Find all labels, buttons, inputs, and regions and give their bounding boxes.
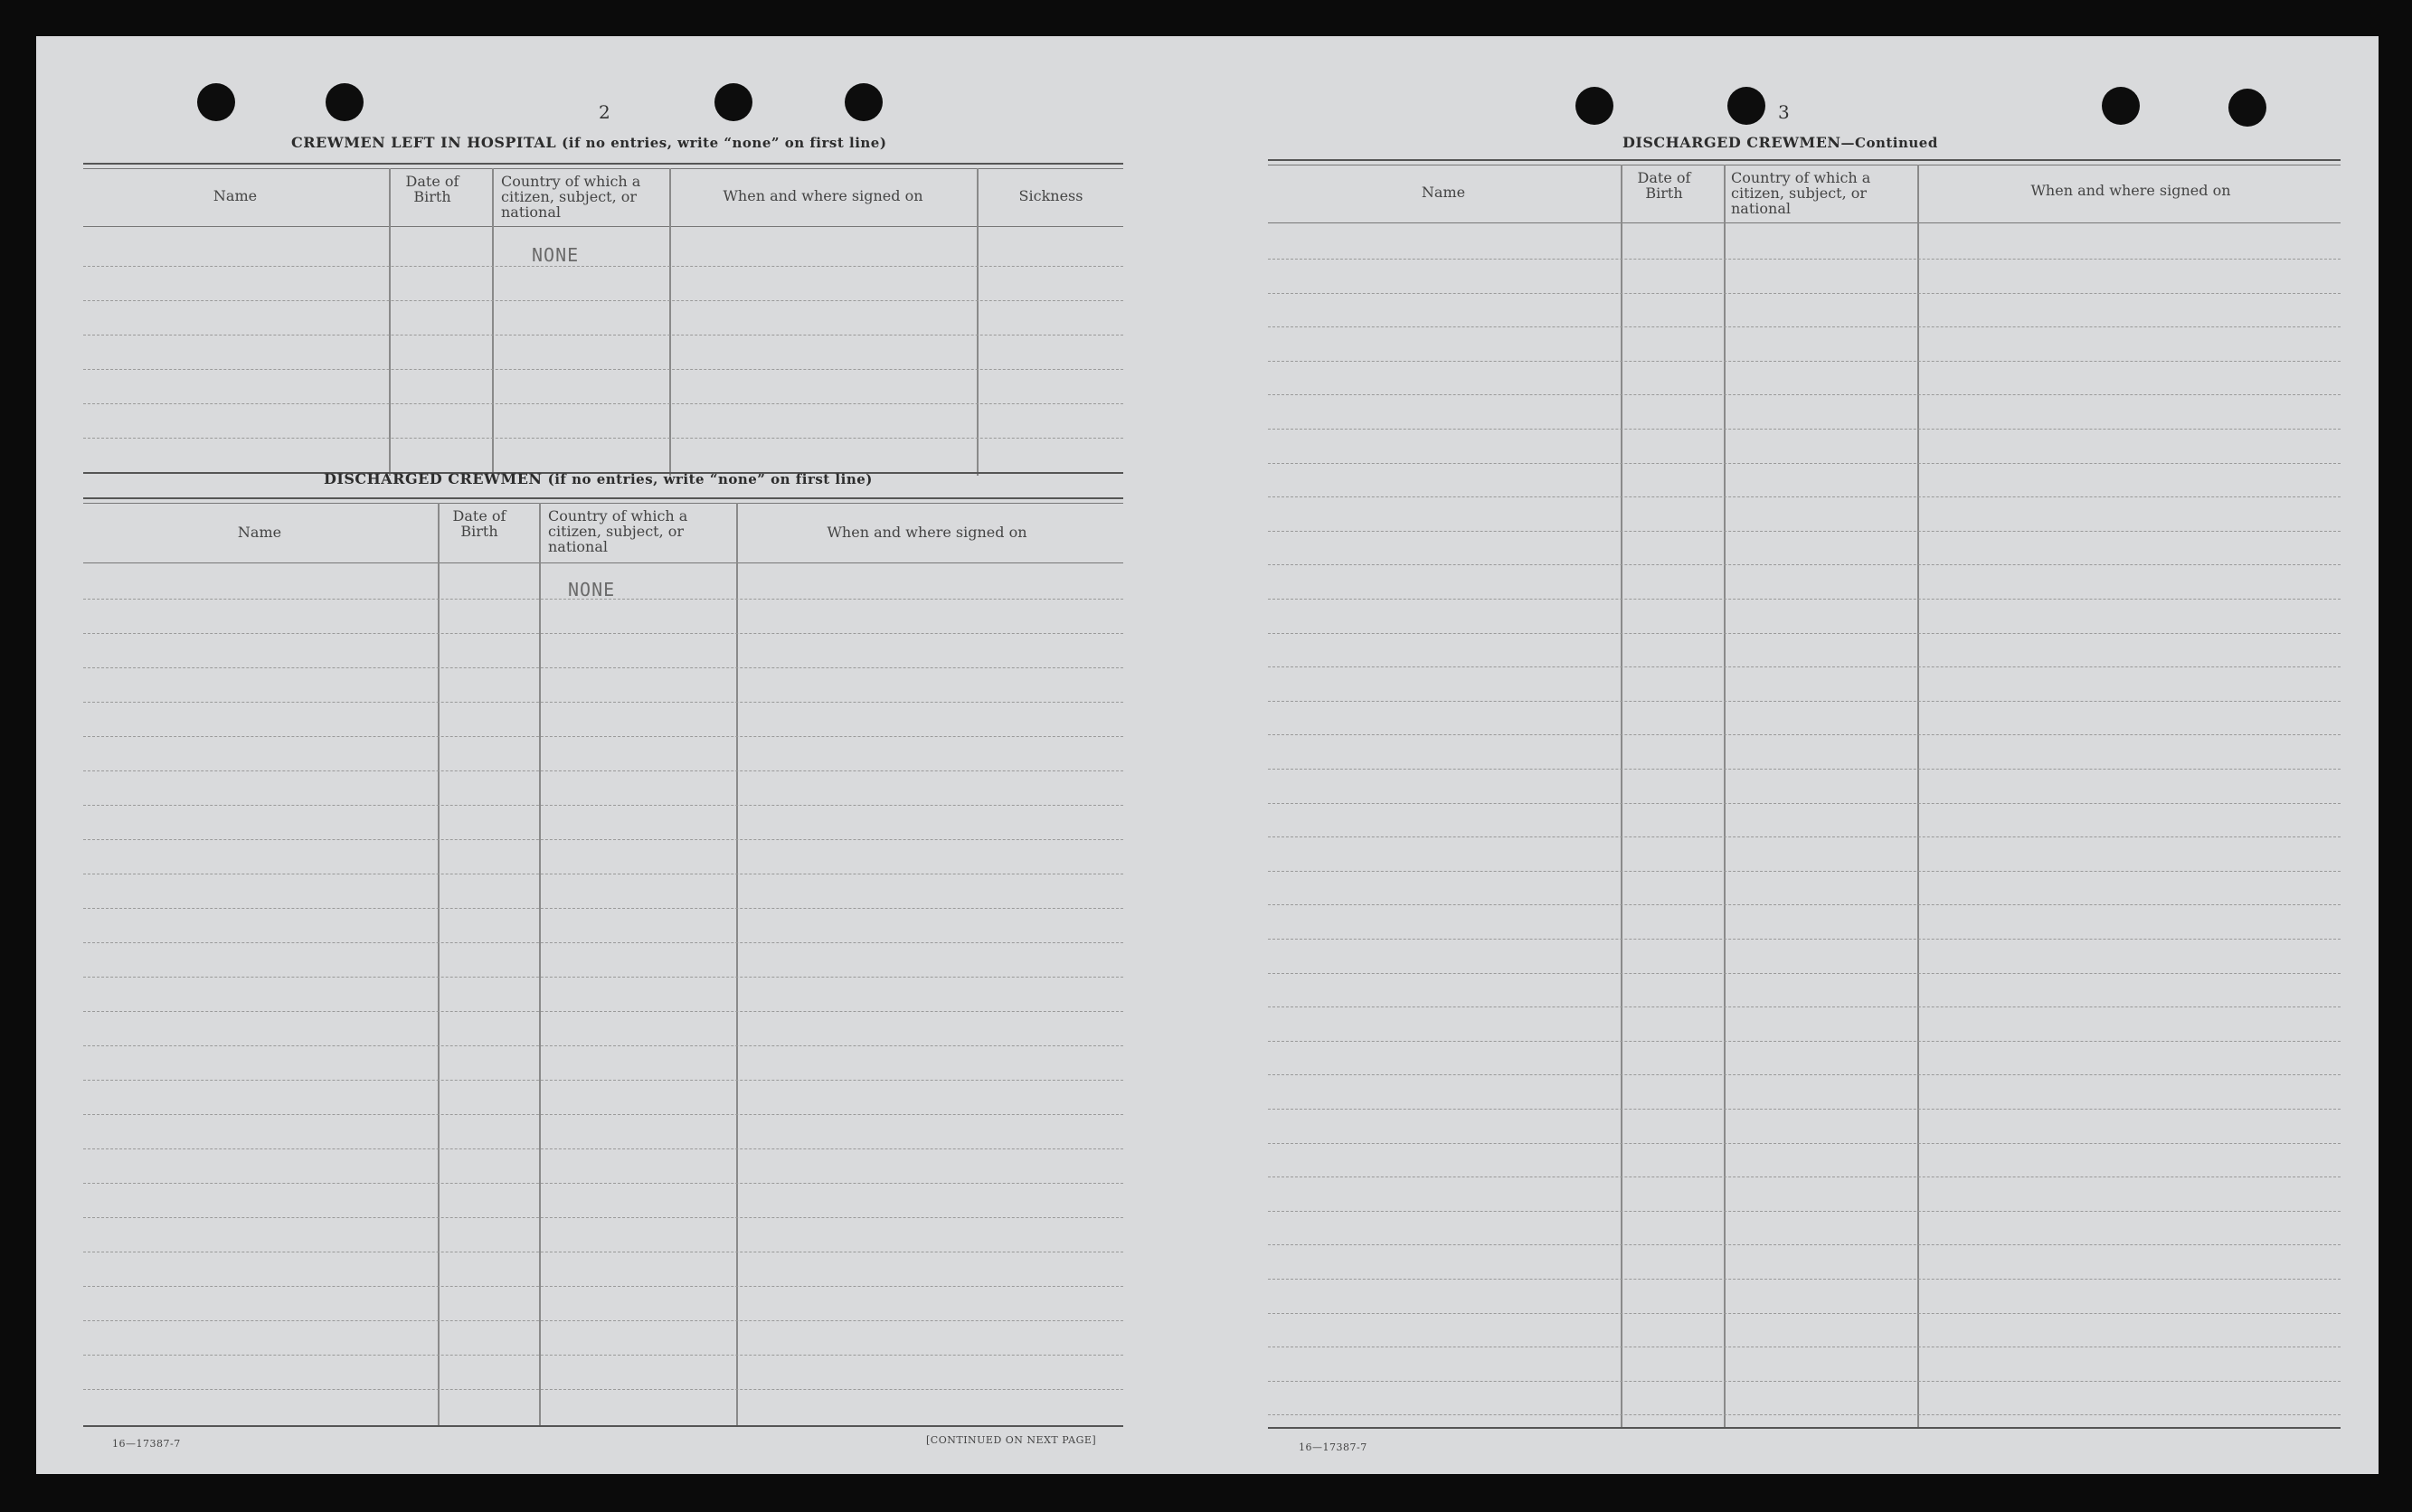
row-line <box>1268 701 2341 702</box>
row-line <box>83 1011 1123 1012</box>
row-line <box>1268 973 2341 974</box>
page-number-left: 2 <box>599 101 610 123</box>
row-line <box>1268 1109 2341 1110</box>
row-line <box>83 1045 1123 1046</box>
row-line <box>1268 1074 2341 1075</box>
row-line <box>83 1183 1123 1184</box>
row-line <box>83 977 1123 978</box>
hospital-col-country: Country of which a citizen, subject, or national <box>501 173 641 221</box>
row-line <box>83 1217 1123 1218</box>
row-line <box>1268 1279 2341 1280</box>
row-line <box>1268 496 2341 497</box>
row-line <box>1268 1381 2341 1382</box>
hospital-col-sickness: Sickness <box>1018 187 1083 204</box>
row-line <box>1268 769 2341 770</box>
hospital-row-line <box>83 300 1123 301</box>
hospital-row-line <box>83 403 1123 404</box>
row-line <box>83 667 1123 668</box>
discharged-col-divider <box>438 503 440 1425</box>
discharged-col-signed-on: When and where signed on <box>827 524 1027 541</box>
row-line <box>1268 259 2341 260</box>
page-number-right: 3 <box>1778 101 1790 123</box>
right-col-name: Name <box>1421 184 1466 201</box>
row-line <box>1268 463 2341 464</box>
hospital-top-rule-2 <box>83 168 1123 169</box>
row-line <box>83 1389 1123 1390</box>
hospital-section-title <box>291 134 886 151</box>
row-line <box>1268 1244 2341 1245</box>
row-line <box>1268 1414 2341 1415</box>
discharged-continued-title <box>1622 134 1938 151</box>
row-line <box>1268 1041 2341 1042</box>
discharged-continued-text: DISCHARGED CREWMEN <box>1622 134 1841 151</box>
hospital-col-divider <box>492 168 494 476</box>
row-line <box>1268 326 2341 327</box>
hospital-col-signed-on: When and where signed on <box>723 187 923 204</box>
hospital-row-line <box>83 266 1123 267</box>
hospital-header-rule <box>83 226 1123 227</box>
row-line <box>83 805 1123 806</box>
row-line <box>1268 1211 2341 1212</box>
punch-hole <box>197 83 235 121</box>
right-col-divider <box>1724 165 1726 1427</box>
discharged-title-text: DISCHARGED CREWMEN <box>324 470 543 487</box>
punch-hole <box>326 83 364 121</box>
row-line <box>1268 564 2341 565</box>
right-col-divider <box>1621 165 1622 1427</box>
row-line <box>83 908 1123 909</box>
hospital-col-divider <box>389 168 391 476</box>
discharged-col-dob: Date of Birth <box>452 507 506 540</box>
row-line <box>83 1355 1123 1356</box>
row-line <box>83 1148 1123 1149</box>
row-line <box>1268 904 2341 905</box>
hospital-entry-none: NONE <box>532 244 580 266</box>
continued-note: [CONTINUED ON NEXT PAGE] <box>926 1434 1097 1446</box>
punch-hole <box>1727 87 1765 125</box>
row-line <box>83 1286 1123 1287</box>
form-number-left: 16—17387-7 <box>112 1438 181 1450</box>
hospital-col-dob: Date of Birth <box>405 173 459 205</box>
row-line <box>1268 293 2341 294</box>
hospital-row-line <box>83 369 1123 370</box>
row-line <box>1268 666 2341 667</box>
right-bottom-rule <box>1268 1427 2341 1429</box>
row-line <box>1268 394 2341 395</box>
punch-hole <box>714 83 752 121</box>
punch-hole <box>1575 87 1613 125</box>
discharged-top-rule-2 <box>83 503 1123 504</box>
row-line <box>1268 1313 2341 1314</box>
row-line <box>1268 531 2341 532</box>
discharged-col-country: Country of which a citizen, subject, or national <box>548 507 688 555</box>
row-line <box>83 839 1123 840</box>
hospital-title-text: CREWMEN LEFT IN HOSPITAL <box>291 134 557 151</box>
discharged-entry-none: NONE <box>568 579 616 600</box>
row-line <box>1268 939 2341 940</box>
form-number-right: 16—17387-7 <box>1299 1441 1367 1453</box>
continued-suffix: —Continued <box>1840 135 1938 151</box>
right-col-divider <box>1917 165 1919 1427</box>
discharged-header-rule <box>83 562 1123 563</box>
row-line <box>83 942 1123 943</box>
hospital-row-line <box>83 438 1123 439</box>
row-line <box>1268 1143 2341 1144</box>
hospital-top-rule <box>83 163 1123 165</box>
hospital-instruction: (if no entries, write “none” on first line) <box>562 135 887 151</box>
right-top-rule <box>1268 159 2341 161</box>
right-col-signed-on: When and where signed on <box>2030 182 2231 199</box>
row-line <box>83 770 1123 771</box>
right-col-dob: Date of Birth <box>1637 169 1691 202</box>
punch-hole <box>845 83 883 121</box>
row-line <box>1268 361 2341 362</box>
row-line <box>83 1080 1123 1081</box>
discharged-instruction: (if no entries, write “none” on first line) <box>547 471 873 487</box>
document-sheet <box>36 36 2379 1474</box>
row-line <box>1268 1006 2341 1007</box>
right-col-country: Country of which a citizen, subject, or national <box>1731 169 1871 217</box>
discharged-col-divider <box>539 503 541 1425</box>
discharged-col-name: Name <box>237 524 282 541</box>
row-line <box>1268 599 2341 600</box>
hospital-col-divider <box>977 168 979 476</box>
row-line <box>83 1320 1123 1321</box>
row-line <box>83 1114 1123 1115</box>
row-line <box>83 633 1123 634</box>
row-line <box>1268 734 2341 735</box>
row-line <box>1268 836 2341 837</box>
discharged-top-rule <box>83 497 1123 499</box>
hospital-col-name: Name <box>213 187 258 204</box>
row-line <box>1268 803 2341 804</box>
punch-hole <box>2102 87 2140 125</box>
row-line <box>1268 633 2341 634</box>
discharged-bottom-rule <box>83 1425 1123 1427</box>
row-line <box>1268 429 2341 430</box>
row-line <box>1268 871 2341 872</box>
discharged-col-divider <box>736 503 738 1425</box>
hospital-col-divider <box>669 168 671 476</box>
row-line <box>83 736 1123 737</box>
right-header-rule <box>1268 222 2341 223</box>
discharged-title <box>324 470 873 487</box>
row-line <box>83 702 1123 703</box>
punch-hole <box>2228 89 2266 127</box>
